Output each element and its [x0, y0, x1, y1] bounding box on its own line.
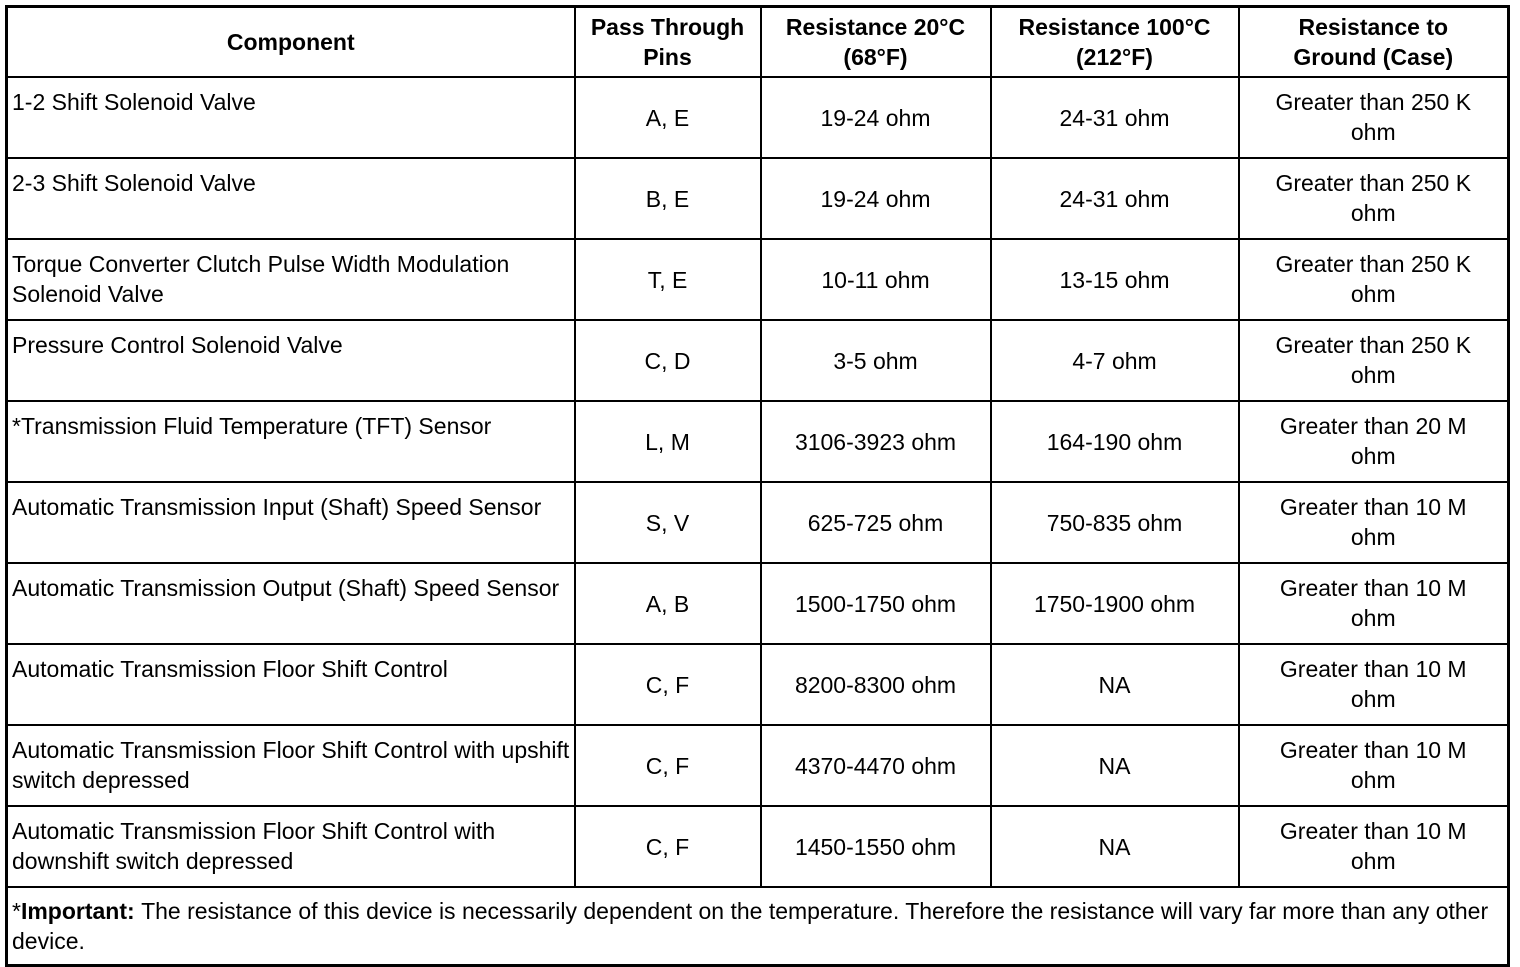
note-row: [7, 887, 1509, 966]
component-cell: Automatic Transmission Input (Shaft) Speed Sensor: [7, 482, 575, 563]
table-row: [7, 77, 1509, 158]
table-row: [7, 806, 1509, 887]
resistance-to-ground-cell: Greater than 10 M ohm: [1239, 725, 1509, 806]
resistance-to-ground-cell: Greater than 20 M ohm: [1239, 401, 1509, 482]
resistance-to-ground-cell: Greater than 250 K ohm: [1239, 320, 1509, 401]
resistance-20c-cell: 19-24 ohm: [761, 77, 991, 158]
resistance-100c-cell: NA: [991, 806, 1239, 887]
resistance-table-container: [5, 5, 1510, 967]
resistance-100c-cell: 13-15 ohm: [991, 239, 1239, 320]
header-r20-text: Resistance 20°C (68°F): [785, 14, 966, 70]
resistance-to-ground-cell: Greater than 10 M ohm: [1239, 644, 1509, 725]
resistance-to-ground-cell: Greater than 10 M ohm: [1239, 563, 1509, 644]
note-prefix: *: [12, 898, 21, 924]
resistance-to-ground-cell: Greater than 250 K ohm: [1239, 158, 1509, 239]
table-row: [7, 401, 1509, 482]
resistance-20c-cell: 3106-3923 ohm: [761, 401, 991, 482]
resistance-20c-cell: 4370-4470 ohm: [761, 725, 991, 806]
resistance-20c-cell: 3-5 ohm: [761, 320, 991, 401]
component-cell: 1-2 Shift Solenoid Valve: [7, 77, 575, 158]
resistance-to-ground-cell: Greater than 10 M ohm: [1239, 806, 1509, 887]
note-label: Important: [20, 898, 128, 924]
pins-cell: A, E: [575, 77, 761, 158]
resistance-20c-cell: 19-24 ohm: [761, 158, 991, 239]
table-row: [7, 563, 1509, 644]
table-footer: [7, 887, 1509, 966]
table-row: [7, 158, 1509, 239]
resistance-100c-cell: 750-835 ohm: [991, 482, 1239, 563]
note-text: The resistance of this device is necessarily dependent on the temperature. Therefore the resistance will vary far more than any other device.: [12, 898, 1489, 954]
resistance-100c-cell: NA: [991, 644, 1239, 725]
resistance-20c-cell: 1500-1750 ohm: [761, 563, 991, 644]
table-body: [7, 77, 1509, 887]
header-component: Component: [7, 7, 575, 78]
resistance-100c-cell: 24-31 ohm: [991, 158, 1239, 239]
header-pass-through-pins: [575, 7, 761, 78]
header-ground-text: Resistance to Ground (Case): [1293, 14, 1454, 70]
pins-cell: A, B: [575, 563, 761, 644]
resistance-to-ground-cell: Greater than 250 K ohm: [1239, 239, 1509, 320]
pins-cell: C, F: [575, 725, 761, 806]
header-resistance-to-ground: [1239, 7, 1509, 78]
table-row: [7, 482, 1509, 563]
component-cell: Automatic Transmission Floor Shift Control with upshift switch depressed: [7, 725, 575, 806]
pins-cell: C, F: [575, 806, 761, 887]
component-cell: Automatic Transmission Floor Shift Control with downshift switch depressed: [7, 806, 575, 887]
component-cell: Automatic Transmission Output (Shaft) Speed Sensor: [7, 563, 575, 644]
pins-cell: T, E: [575, 239, 761, 320]
resistance-20c-cell: 10-11 ohm: [761, 239, 991, 320]
header-row: [7, 7, 1509, 78]
resistance-100c-cell: 24-31 ohm: [991, 77, 1239, 158]
table-row: [7, 644, 1509, 725]
resistance-100c-cell: 4-7 ohm: [991, 320, 1239, 401]
table-row: [7, 725, 1509, 806]
header-r100-text: Resistance 100°C (212°F): [1018, 14, 1211, 70]
table-row: [7, 239, 1509, 320]
pins-cell: B, E: [575, 158, 761, 239]
resistance-20c-cell: 1450-1550 ohm: [761, 806, 991, 887]
resistance-100c-cell: 164-190 ohm: [991, 401, 1239, 482]
component-cell: 2-3 Shift Solenoid Valve: [7, 158, 575, 239]
note-separator: :: [127, 898, 142, 924]
component-cell: Automatic Transmission Floor Shift Control: [7, 644, 575, 725]
resistance-to-ground-cell: Greater than 250 K ohm: [1239, 77, 1509, 158]
component-cell: *Transmission Fluid Temperature (TFT) Sensor: [7, 401, 575, 482]
resistance-to-ground-cell: Greater than 10 M ohm: [1239, 482, 1509, 563]
table-row: [7, 320, 1509, 401]
pins-cell: C, F: [575, 644, 761, 725]
resistance-20c-cell: 625-725 ohm: [761, 482, 991, 563]
pins-cell: C, D: [575, 320, 761, 401]
component-cell: Pressure Control Solenoid Valve: [7, 320, 575, 401]
resistance-100c-cell: 1750-1900 ohm: [991, 563, 1239, 644]
component-cell: Torque Converter Clutch Pulse Width Modulation Solenoid Valve: [7, 239, 575, 320]
resistance-100c-cell: NA: [991, 725, 1239, 806]
header-resistance-20c: [761, 7, 991, 78]
resistance-table: [5, 5, 1510, 967]
header-resistance-100c: [991, 7, 1239, 78]
pins-cell: L, M: [575, 401, 761, 482]
pins-cell: S, V: [575, 482, 761, 563]
header-pins-text: Pass Through Pins: [590, 14, 745, 70]
resistance-20c-cell: 8200-8300 ohm: [761, 644, 991, 725]
table-header: [7, 7, 1509, 78]
important-note: [7, 887, 1509, 966]
